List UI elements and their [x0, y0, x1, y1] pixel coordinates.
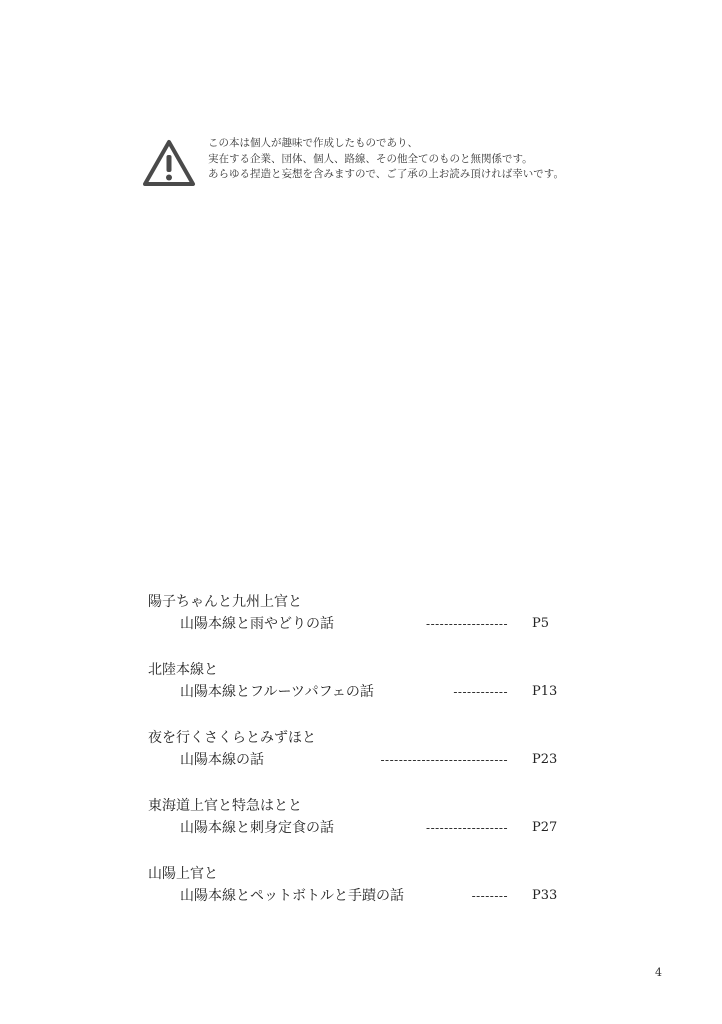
toc-title-line1: 東海道上官と特急はとと: [148, 798, 302, 814]
toc-title-line1: 山陽上官と: [148, 866, 218, 882]
table-of-contents: [148, 592, 578, 932]
toc-leader: --------: [471, 889, 508, 903]
toc-title-line2: 山陽本線と刺身定食の話: [180, 820, 334, 836]
toc-entry: [148, 660, 578, 728]
toc-title-line2: 山陽本線とフルーツパフェの話: [180, 684, 374, 700]
toc-title-line1: 夜を行くさくらとみずほと: [148, 730, 316, 746]
toc-page-number: P5: [532, 616, 550, 631]
toc-title-line1: 陽子ちゃんと九州上官と: [148, 594, 302, 610]
page-number: 4: [655, 966, 662, 979]
toc-title-line2: 山陽本線と雨やどりの話: [180, 616, 334, 632]
toc-leader: ----------------------------: [380, 753, 508, 767]
toc-page-number: P33: [532, 888, 558, 903]
toc-page-number: P23: [532, 752, 558, 767]
toc-title-line2: 山陽本線とペットボトルと手蹟の話: [180, 888, 404, 904]
disclaimer-line: この本は個人が趣味で作成したものであり、: [208, 137, 418, 149]
disclaimer-notice: [142, 136, 612, 192]
toc-leader: ------------: [453, 685, 508, 699]
disclaimer-text: [208, 136, 564, 183]
toc-title-line2: 山陽本線の話: [180, 752, 264, 768]
toc-entry: [148, 728, 578, 796]
toc-title-line1: 北陸本線と: [148, 662, 218, 678]
toc-leader: ------------------: [426, 821, 508, 835]
toc-entry: [148, 864, 578, 932]
disclaimer-line: 実在する企業、団体、個人、路線、その他全てのものと無関係です。: [208, 152, 533, 165]
toc-entry: [148, 592, 578, 660]
toc-page-number: P13: [532, 684, 558, 699]
toc-entry: [148, 796, 578, 864]
toc-leader: ------------------: [426, 617, 508, 631]
warning-icon: [142, 138, 196, 188]
disclaimer-line: あらゆる捏造と妄想を含みますので、ご了承の上お読み頂ければ幸いです。: [208, 168, 564, 180]
toc-page-number: P27: [532, 820, 558, 835]
